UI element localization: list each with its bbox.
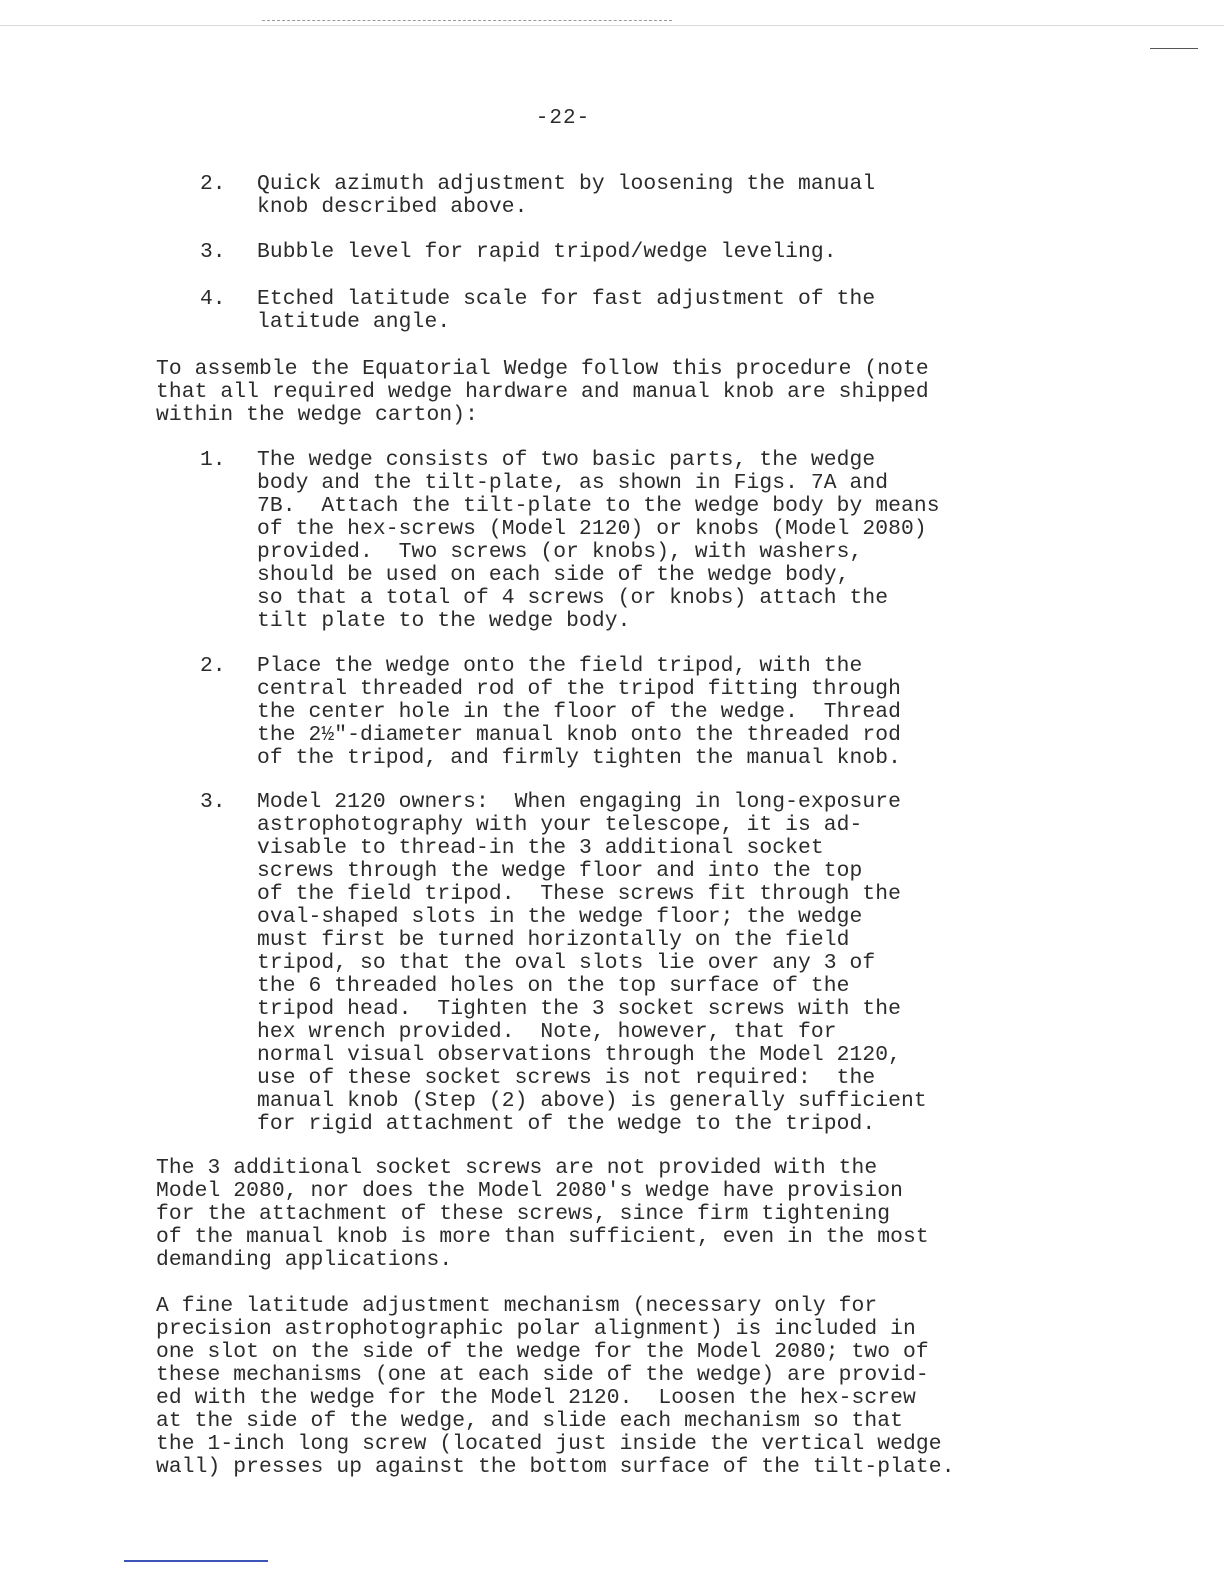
text-line: visable to thread-in the 3 additional socket (257, 836, 824, 860)
text-line: tilt plate to the wedge body. (257, 609, 631, 633)
text-line: wall) presses up against the bottom surface of the tilt-plate. (156, 1455, 955, 1479)
text-line: one slot on the side of the wedge for the Model 2080; two of (156, 1340, 929, 1364)
text-line: body and the tilt-plate, as shown in Figs. 7A and (257, 471, 889, 495)
text-line: The wedge consists of two basic parts, the wedge (257, 448, 876, 472)
text-line: latitude angle. (257, 310, 451, 334)
text-line: knob described above. (257, 195, 528, 219)
text-line: of the manual knob is more than sufficient, even in the most (156, 1225, 929, 1249)
text-line: must first be turned horizontally on the field (257, 928, 850, 952)
text-line: for the attachment of these screws, since firm tightening (156, 1202, 891, 1226)
feature-item-2-text (257, 173, 875, 219)
text-line: Etched latitude scale for fast adjustment of the (257, 287, 876, 311)
text-line: the 6 threaded holes on the top surface of the (257, 974, 850, 998)
intro-paragraph (156, 358, 929, 427)
step-2-text (257, 655, 901, 770)
text-line: the center hole in the floor of the wedge. Thread (257, 700, 902, 724)
text-line: normal visual observations through the Model 2120, (257, 1043, 902, 1067)
text-line: Model 2080, nor does the Model 2080's wedge have provision (156, 1179, 904, 1203)
text-line: these mechanisms (one at each side of the wedge) are provid- (156, 1363, 929, 1387)
feature-item-3-text (257, 241, 837, 264)
text-line: precision astrophotographic polar alignment) is included in (156, 1317, 916, 1341)
step-3-number: 3. (200, 790, 226, 814)
step-1-text (257, 449, 940, 633)
text-line: oval-shaped slots in the wedge floor; the wedge (257, 905, 863, 929)
step-2-number: 2. (200, 654, 226, 678)
text-line: 7B. Attach the tilt-plate to the wedge body by means (257, 494, 940, 518)
page-number: -22- (535, 107, 591, 130)
text-line: tripod head. Tighten the 3 socket screws with the (257, 997, 902, 1021)
text-line: for rigid attachment of the wedge to the tripod. (257, 1112, 876, 1136)
text-line: at the side of the wedge, and slide each mechanism so that (156, 1409, 904, 1433)
text-line: of the field tripod. These screws fit through the (257, 882, 902, 906)
feature-item-3-number: 3. (200, 240, 226, 264)
screws-paragraph (156, 1157, 929, 1272)
text-line: that all required wedge hardware and manual knob are shipped (156, 380, 929, 404)
text-line: A fine latitude adjustment mechanism (necessary only for (156, 1294, 878, 1318)
feature-item-4-text (257, 288, 875, 334)
text-line: so that a total of 4 screws (or knobs) attach the (257, 586, 889, 610)
scan-artifact-dashes (262, 20, 672, 21)
scan-edge-top (0, 25, 1224, 26)
step-1-number: 1. (200, 448, 226, 472)
text-line: manual knob (Step (2) above) is generally sufficient (257, 1089, 927, 1113)
text-line: central threaded rod of the tripod fitting through (257, 677, 902, 701)
scan-artifact-bottom-line (124, 1560, 268, 1562)
text-line: tripod, so that the oval slots lie over any 3 of (257, 951, 876, 975)
text-line: screws through the wedge floor and into the top (257, 859, 863, 883)
step-3-text (257, 791, 927, 1136)
text-line: Quick azimuth adjustment by loosening the manual (257, 172, 876, 196)
text-line: Bubble level for rapid tripod/wedge leveling. (257, 240, 837, 264)
text-line: Model 2120 owners: When engaging in long-exposure (257, 790, 902, 814)
text-line: the 1-inch long screw (located just inside the vertical wedge (156, 1432, 942, 1456)
scan-edge-right (1150, 48, 1198, 49)
feature-item-4-number: 4. (200, 287, 226, 311)
text-line: within the wedge carton): (156, 403, 479, 427)
text-line: use of these socket screws is not required: the (257, 1066, 876, 1090)
feature-item-2-number: 2. (200, 172, 226, 196)
latitude-paragraph (156, 1295, 955, 1479)
text-line: the 2½"-diameter manual knob onto the threaded rod (257, 723, 902, 747)
text-line: astrophotography with your telescope, it is ad- (257, 813, 863, 837)
text-line: of the hex-screws (Model 2120) or knobs (Model 2080) (257, 517, 927, 541)
text-line: of the tripod, and firmly tighten the manual knob. (257, 746, 902, 770)
text-line: To assemble the Equatorial Wedge follow this procedure (note (156, 357, 929, 381)
text-line: ed with the wedge for the Model 2120. Loosen the hex-screw (156, 1386, 916, 1410)
text-line: should be used on each side of the wedge body, (257, 563, 850, 587)
text-line: The 3 additional socket screws are not provided with the (156, 1156, 878, 1180)
text-line: hex wrench provided. Note, however, that for (257, 1020, 837, 1044)
text-line: demanding applications. (156, 1248, 453, 1272)
text-line: provided. Two screws (or knobs), with washers, (257, 540, 863, 564)
text-line: Place the wedge onto the field tripod, with the (257, 654, 863, 678)
